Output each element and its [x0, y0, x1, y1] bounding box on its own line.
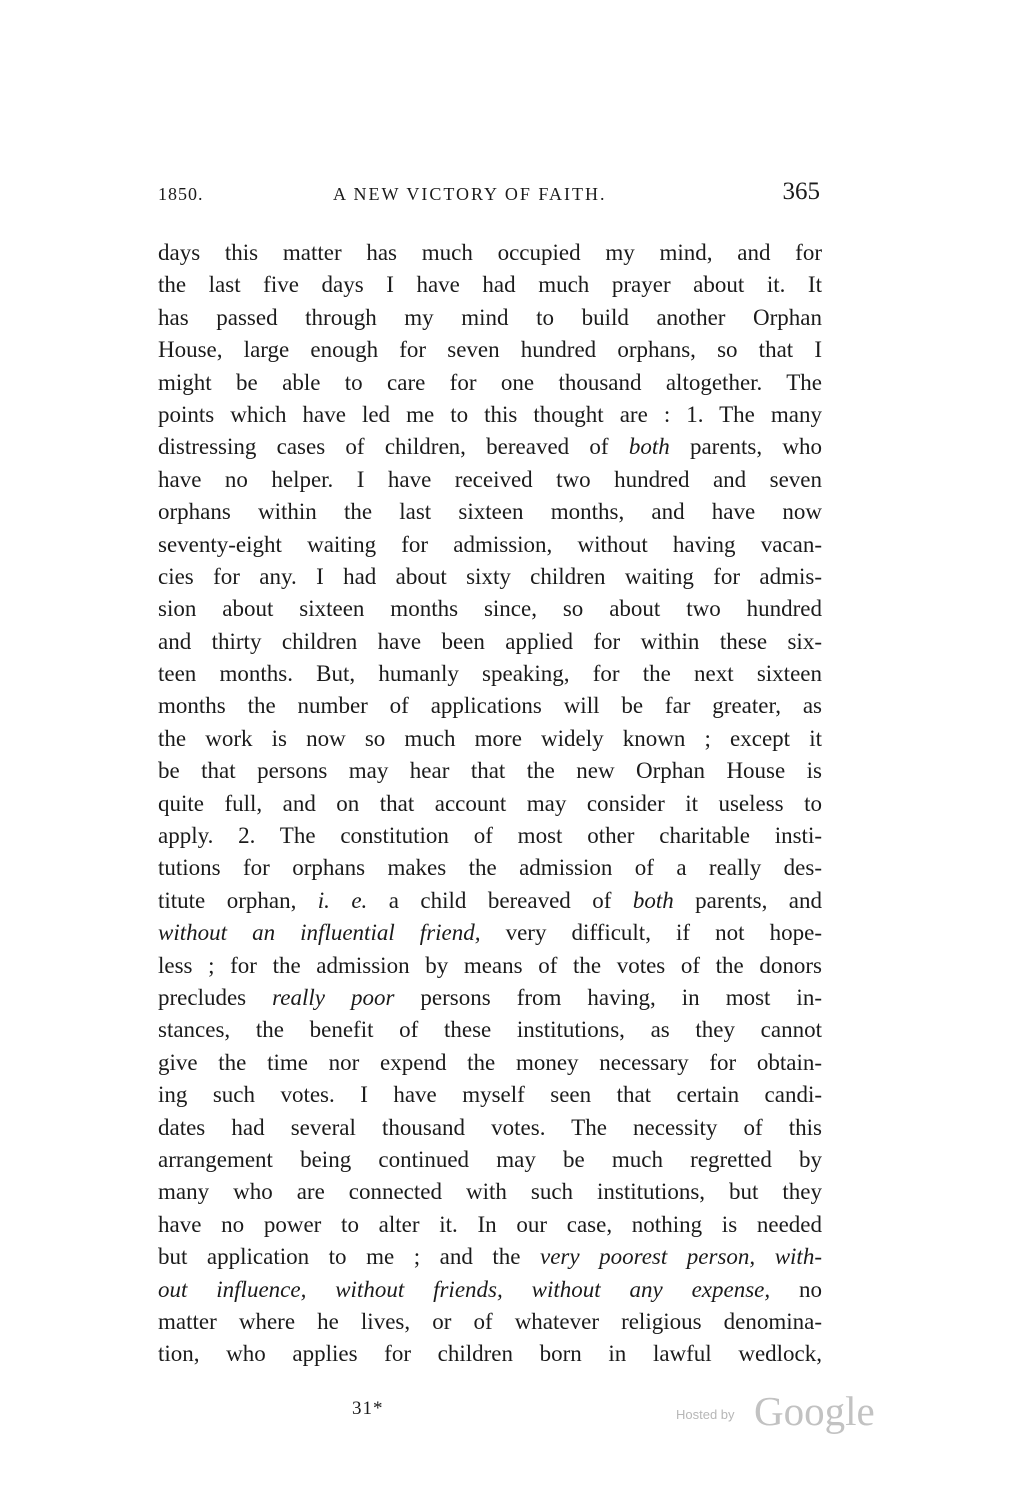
italic-text-run: very poorest person, with- [540, 1244, 822, 1270]
text-line [158, 1338, 822, 1370]
text-run: many who are connected with such institutions, but they [158, 1179, 822, 1205]
text-line [158, 593, 822, 625]
text-line [158, 755, 822, 787]
text-line [158, 658, 822, 690]
italic-text-run: i. e. [317, 887, 368, 913]
text-run: parents, and [673, 887, 822, 913]
text-line [158, 1176, 822, 1208]
text-run: arrangement being continued may be much regretted by [158, 1146, 822, 1172]
text-run: parents, who [669, 434, 822, 460]
header-year: 1850. [158, 184, 204, 204]
text-run: precludes [158, 984, 273, 1010]
text-line [158, 1079, 822, 1111]
italic-text-run: both [632, 887, 674, 913]
text-run: ing such votes. I have myself seen that certain candi- [158, 1082, 822, 1108]
text-run: might be able to care for one thousand altogether. The [158, 369, 822, 395]
text-line [158, 399, 822, 431]
text-line [158, 917, 822, 949]
text-line [158, 690, 822, 722]
text-run: cies for any. I had about sixty children waiting for admis- [158, 563, 822, 589]
text-run: months the number of applications will be far greater, as [158, 693, 822, 719]
italic-text-run: really poor [272, 984, 395, 1010]
text-line [158, 820, 822, 852]
text-run: orphans within the last sixteen months, and have now [158, 499, 822, 525]
text-run: but application to me ; and the [158, 1244, 541, 1270]
text-line [158, 1144, 822, 1176]
text-line [158, 269, 822, 301]
text-run: seventy-eight waiting for admission, without having vacan- [158, 531, 822, 557]
text-run: apply. 2. The constitution of most other charitable insti- [158, 823, 822, 849]
text-run: give the time nor expend the money necessary for obtain- [158, 1049, 822, 1075]
running-head [158, 178, 820, 212]
text-run: matter where he lives, or of whatever religious denomina- [158, 1308, 822, 1334]
page-number: 365 [782, 178, 820, 205]
text-line [158, 302, 822, 334]
text-line [158, 852, 822, 884]
text-run: less ; for the admission by means of the votes of the donors [158, 952, 822, 978]
text-line [158, 1306, 822, 1338]
text-line [158, 982, 822, 1014]
text-line [158, 1047, 822, 1079]
italic-text-run: both [628, 434, 670, 460]
text-run: distressing cases of children, bereaved of [158, 434, 629, 460]
text-line [158, 885, 822, 917]
text-run: a child bereaved of [367, 887, 633, 913]
text-line [158, 367, 822, 399]
text-run: have no helper. I have received two hundred and seven [158, 466, 822, 492]
text-run: titute orphan, [158, 887, 318, 913]
text-line [158, 464, 822, 496]
signature-mark: 31* [352, 1398, 384, 1419]
body-text [158, 237, 822, 1371]
text-line [158, 561, 822, 593]
text-run: the work is now so much more widely known ; except it [158, 725, 822, 751]
text-run: have no power to alter it. In our case, nothing is needed [158, 1211, 822, 1237]
text-run: tutions for orphans makes the admission of a really des- [158, 855, 822, 881]
text-run: very difficult, if not hope- [480, 920, 822, 946]
google-logo: Google [754, 1388, 875, 1434]
text-run: House, large enough for seven hundred orphans, so that I [158, 337, 822, 363]
text-run: dates had several thousand votes. The necessity of this [158, 1114, 822, 1140]
text-run: stances, the benefit of these institutions, as they cannot [158, 1017, 822, 1043]
text-line [158, 237, 822, 269]
text-run: teen months. But, humanly speaking, for the next sixteen [158, 661, 822, 687]
italic-text-run: out influence, without friends, without any expense, [158, 1276, 771, 1302]
text-line [158, 626, 822, 658]
text-line [158, 1241, 822, 1273]
text-line [158, 334, 822, 366]
text-line [158, 1209, 822, 1241]
text-run: be that persons may hear that the new Orphan House is [158, 758, 822, 784]
text-run: quite full, and on that account may consider it useless to [158, 790, 822, 816]
hosted-by-label: Hosted by [676, 1407, 735, 1422]
text-run: no [770, 1276, 823, 1302]
text-run: sion about sixteen months since, so about two hundred [158, 596, 822, 622]
text-line [158, 1014, 822, 1046]
text-run: persons from having, in most in- [394, 984, 822, 1010]
text-run: the last five days I have had much prayer about it. It [158, 272, 822, 298]
text-line [158, 788, 822, 820]
text-line [158, 431, 822, 463]
text-run: days this matter has much occupied my mind, and for [158, 240, 822, 265]
text-line [158, 1274, 822, 1306]
header-title: A NEW VICTORY OF FAITH. [333, 184, 607, 204]
text-line [158, 723, 822, 755]
italic-text-run: without an influential friend, [158, 920, 481, 946]
text-line [158, 1112, 822, 1144]
text-line [158, 529, 822, 561]
text-line [158, 496, 822, 528]
text-run: has passed through my mind to build another Orphan [158, 304, 822, 330]
text-line [158, 950, 822, 982]
text-run: points which have led me to this thought are : 1. The many [158, 401, 822, 427]
text-run: tion, who applies for children born in lawful wedlock, [158, 1341, 822, 1367]
text-run: and thirty children have been applied for within these six- [158, 628, 822, 654]
